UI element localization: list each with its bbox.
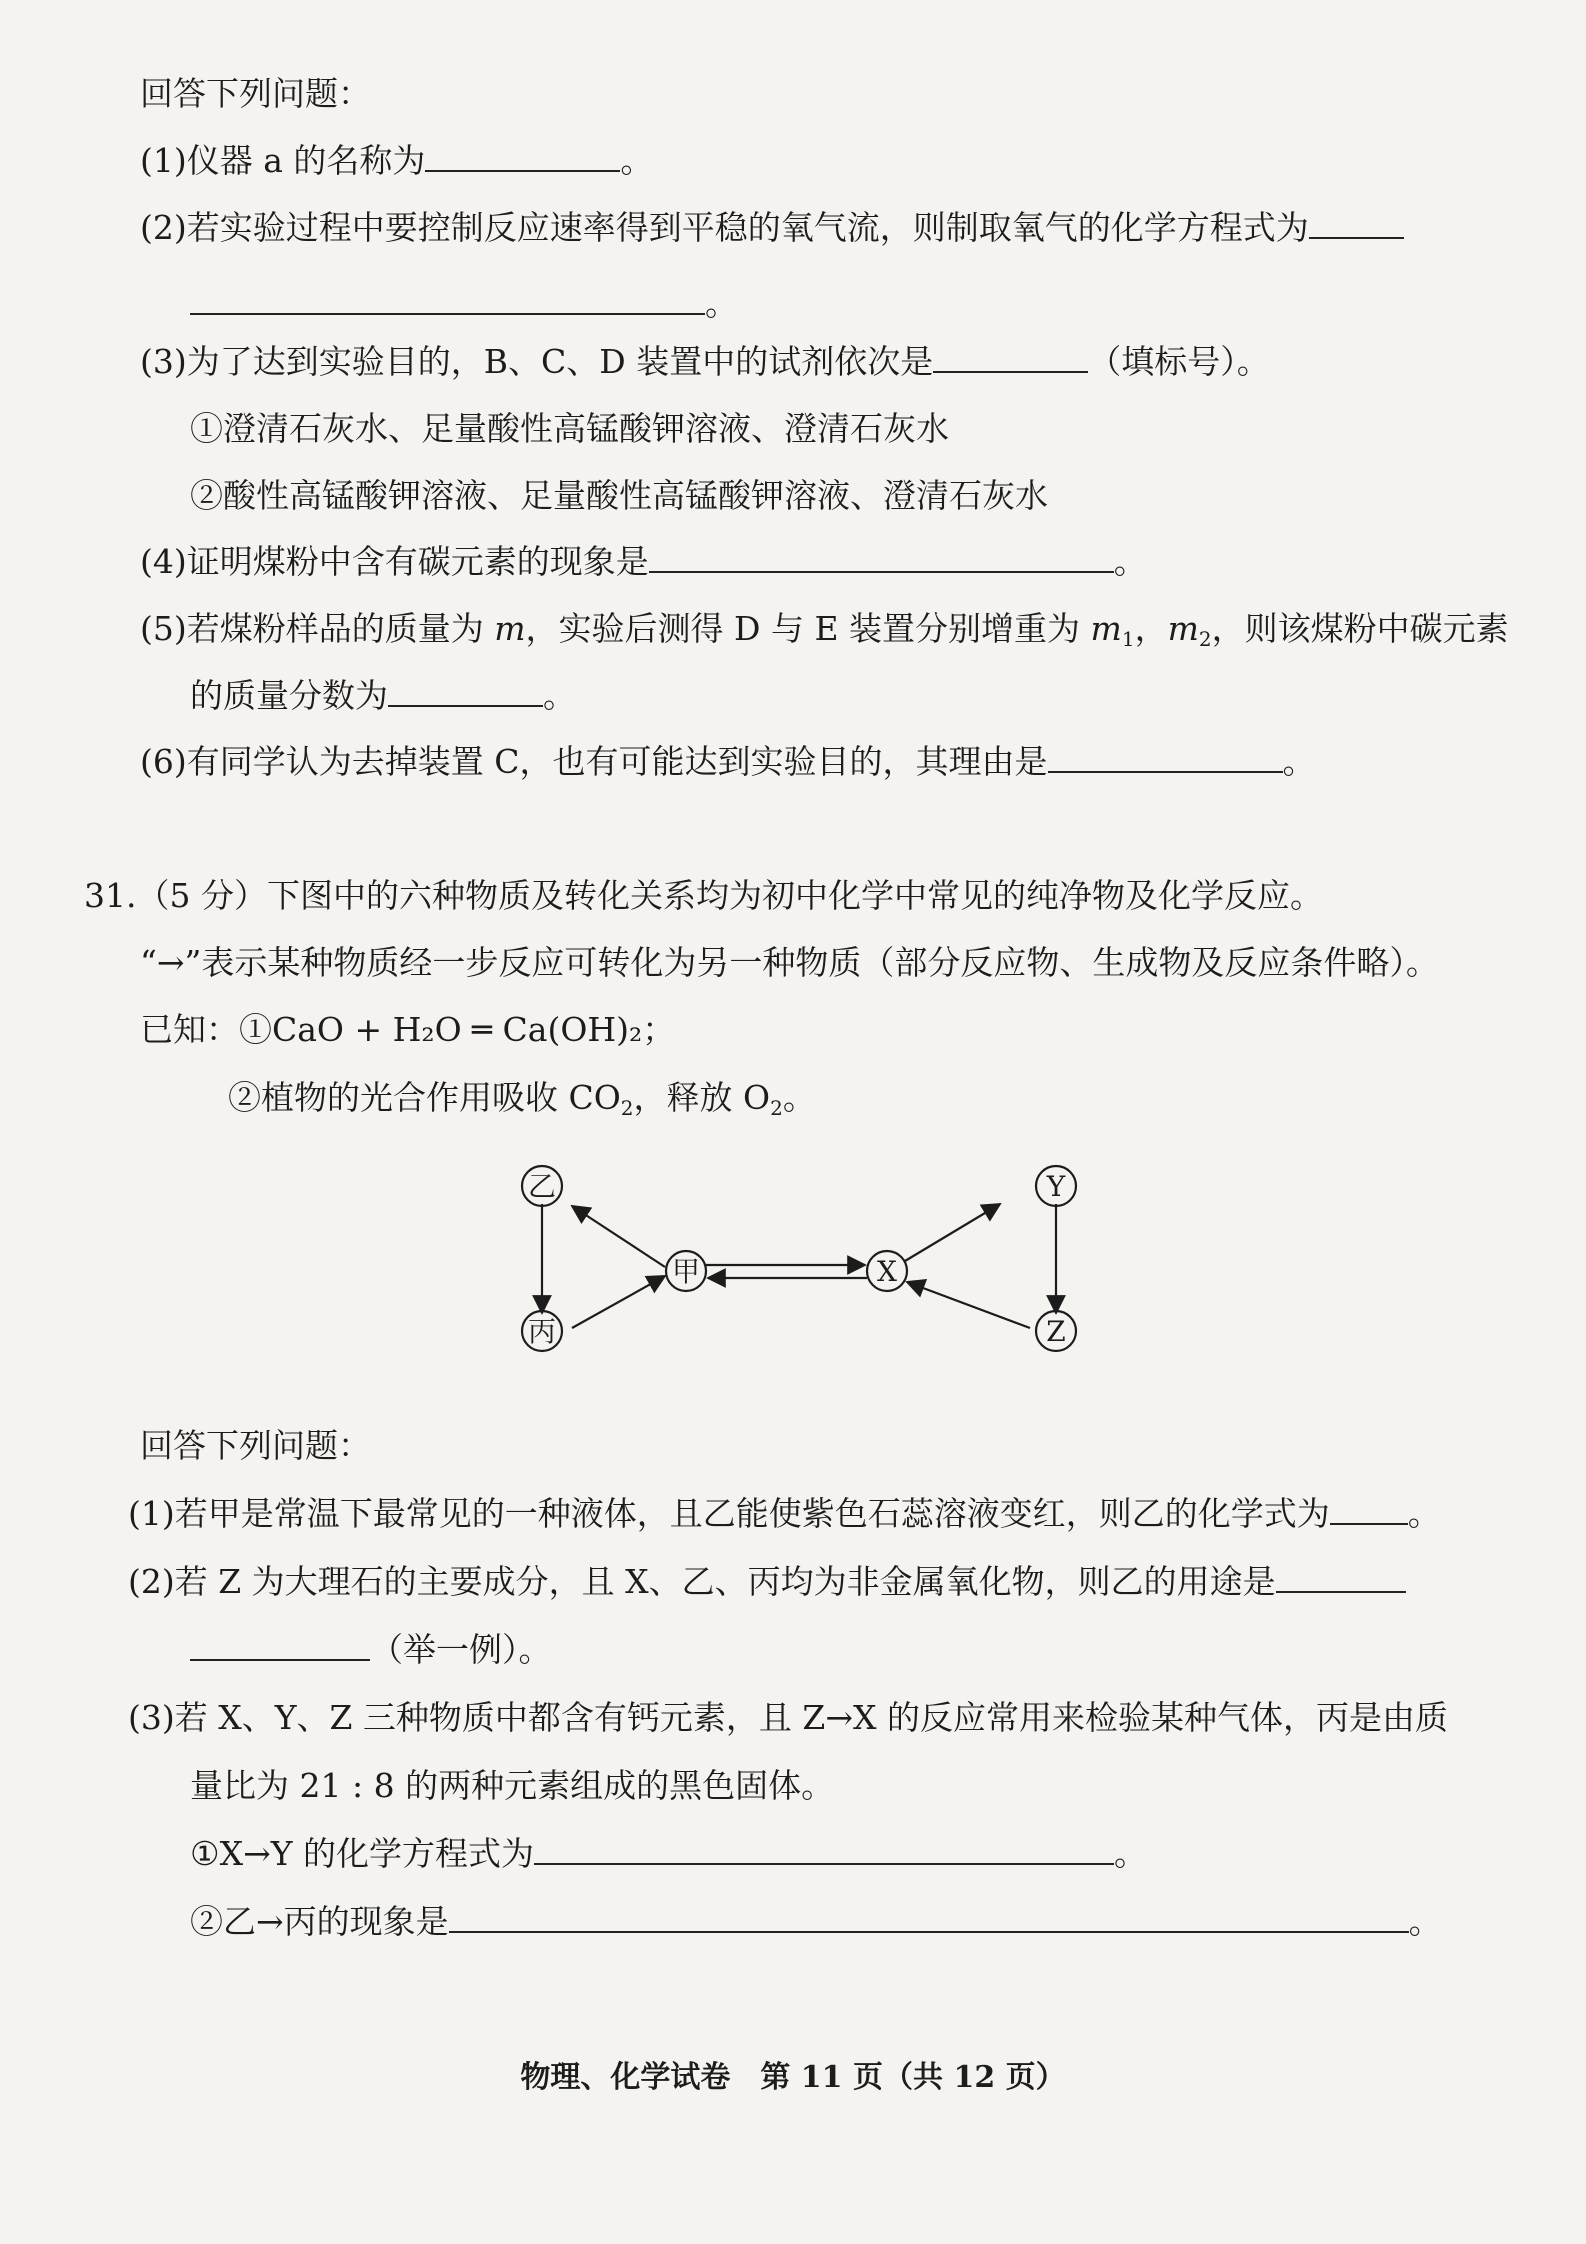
q31-part3-num: (3) — [128, 1698, 175, 1737]
q31-part1 — [128, 1488, 1441, 1535]
q30-part2-cont — [190, 278, 738, 325]
q30-part3-text: 为了达到实验目的，B、C、D 装置中的试剂依次是 — [186, 342, 934, 381]
q30-part2-num: (2) — [140, 208, 187, 247]
answer-blank[interactable] — [1276, 1563, 1406, 1593]
q31-sub1-text: ①X→Y 的化学方程式为 — [190, 1834, 535, 1873]
q31-part3-text: 若 X、Y、Z 三种物质中都含有钙元素，且 Z→X 的反应常用来检验某种气体，丙是由质 — [174, 1698, 1448, 1737]
q31-sub1-end: 。 — [1114, 1834, 1148, 1873]
q30-part6 — [140, 736, 1316, 783]
q30-part5 — [140, 603, 1509, 651]
q31-part2-end: （举一例）。 — [370, 1630, 552, 1669]
q31-known2-b: ，释放 O — [633, 1078, 771, 1117]
q30-part6-num: (6) — [140, 742, 187, 781]
q30-option1: ①澄清石灰水、足量酸性高锰酸钾溶液、澄清石灰水 — [190, 409, 949, 448]
q30-intro: 回答下列问题： — [140, 74, 371, 113]
answer-blank[interactable] — [649, 543, 1114, 573]
q30-option2: ②酸性高锰酸钾溶液、足量酸性高锰酸钾溶液、澄清石灰水 — [190, 476, 1048, 515]
q30-part5-m2: m — [1167, 609, 1199, 648]
q31-header: 31.（5 分）下图中的六种物质及转化关系均为初中化学中常见的纯净物及化学反应。 — [84, 876, 1323, 915]
q30-part3 — [140, 336, 1270, 383]
q30-part1-end: 。 — [620, 141, 654, 180]
q31-known-label: 已知： — [140, 1010, 239, 1049]
q30-part1-text: 仪器 a 的名称为 — [186, 141, 426, 180]
node-yi-label: 乙 — [527, 1170, 557, 1203]
q30-part3-num: (3) — [140, 342, 187, 381]
q31-part2-cont — [190, 1624, 552, 1671]
answer-blank[interactable] — [1048, 743, 1283, 773]
q30-part5-comma: ， — [1134, 609, 1168, 648]
q31-part1-num: (1) — [128, 1494, 175, 1533]
q30-part5-m1-sub: 1 — [1121, 627, 1135, 651]
answer-blank[interactable] — [1309, 209, 1404, 239]
answer-blank[interactable] — [190, 1631, 370, 1661]
q31-part2-num: (2) — [128, 1562, 175, 1601]
q30-part2 — [140, 202, 1404, 249]
answer-blank[interactable] — [933, 343, 1088, 373]
arrow-bing-to-jia — [572, 1276, 665, 1328]
answer-blank[interactable] — [534, 1835, 1114, 1865]
q30-part5-line2: 的质量分数为 — [190, 676, 388, 715]
q30-part4-end: 。 — [1113, 542, 1147, 581]
q31-known2 — [228, 1072, 816, 1120]
q30-part6-text: 有同学认为去掉装置 C，也有可能达到实验目的，其理由是 — [186, 742, 1048, 781]
transformation-diagram — [490, 1150, 1110, 1410]
answer-blank[interactable] — [425, 142, 620, 172]
answer-blank[interactable] — [388, 677, 543, 707]
q31-sub2-end: 。 — [1408, 1902, 1442, 1941]
q30-part6-end: 。 — [1282, 742, 1316, 781]
node-jia-label: 甲 — [671, 1255, 701, 1288]
answer-blank[interactable] — [190, 285, 705, 315]
q30-part5-num: (5) — [140, 609, 187, 648]
q30-part5-text-a: 若煤粉样品的质量为 — [186, 609, 495, 648]
q30-part4 — [140, 536, 1147, 583]
answer-blank[interactable] — [1330, 1495, 1408, 1525]
q30-part5-text-b: ，实验后测得 D 与 E 装置分别增重为 — [525, 609, 1091, 648]
q30-part5-m: m — [494, 609, 526, 648]
q31-part1-end: 。 — [1407, 1494, 1441, 1533]
q31-part2-text: 若 Z 为大理石的主要成分，且 X、乙、丙均为非金属氧化物，则乙的用途是 — [174, 1562, 1276, 1601]
q31-known1-text: ①CaO + H₂O ═ Ca(OH)₂； — [239, 1010, 676, 1049]
q30-part5-text-c: ，则该煤粉中碳元素 — [1211, 609, 1509, 648]
q31-known2-c: 。 — [782, 1078, 816, 1117]
q30-part1-num: (1) — [140, 141, 187, 180]
q31-known1 — [140, 1004, 675, 1051]
q30-part5-end: 。 — [543, 676, 576, 715]
q31-intro: 回答下列问题： — [140, 1426, 371, 1465]
q30-part5-m2-sub: 2 — [1198, 627, 1212, 651]
page-footer: 物理、化学试卷 第 11 页（共 12 页） — [520, 2060, 1066, 2095]
q31-known2-sub1: 2 — [620, 1096, 634, 1120]
q30-part3-end: （填标号）。 — [1088, 342, 1270, 381]
q31-known2-sub2: 2 — [770, 1096, 783, 1120]
q30-part4-num: (4) — [140, 542, 187, 581]
q31-part1-text: 若甲是常温下最常见的一种液体，且乙能使紫色石蕊溶液变红，则乙的化学式为 — [174, 1494, 1330, 1533]
q31-sub1 — [190, 1828, 1147, 1875]
node-x-label: X — [877, 1255, 897, 1288]
q30-part4-text: 证明煤粉中含有碳元素的现象是 — [186, 542, 649, 581]
q30-part5-cont — [190, 670, 576, 717]
node-y-label: Y — [1046, 1170, 1066, 1203]
arrow-x-to-y — [905, 1204, 1000, 1261]
q30-part5-m1: m — [1090, 609, 1122, 648]
q31-sub2 — [190, 1896, 1442, 1943]
arrow-z-to-x — [907, 1282, 1030, 1328]
arrow-jia-to-yi — [572, 1206, 665, 1267]
node-bing-label: 丙 — [527, 1315, 557, 1348]
q30-part1 — [140, 135, 653, 182]
q30-part2-text: 若实验过程中要控制反应速率得到平稳的氧气流，则制取氧气的化学方程式为 — [186, 208, 1309, 247]
q30-part2-end: 。 — [705, 284, 738, 323]
q31-sub2-text: ②乙→丙的现象是 — [190, 1902, 449, 1941]
q31-part3-line2: 量比为 21 : 8 的两种元素组成的黑色固体。 — [190, 1766, 835, 1805]
q31-part3 — [128, 1692, 1448, 1739]
q31-line2: “→”表示某种物质经一步反应可转化为另一种物质（部分反应物、生成物及反应条件略）。 — [140, 943, 1439, 982]
q31-known2-a: ②植物的光合作用吸收 CO — [228, 1078, 621, 1117]
q31-part2 — [128, 1556, 1406, 1603]
node-z-label: Z — [1046, 1315, 1066, 1348]
answer-blank[interactable] — [449, 1903, 1409, 1933]
